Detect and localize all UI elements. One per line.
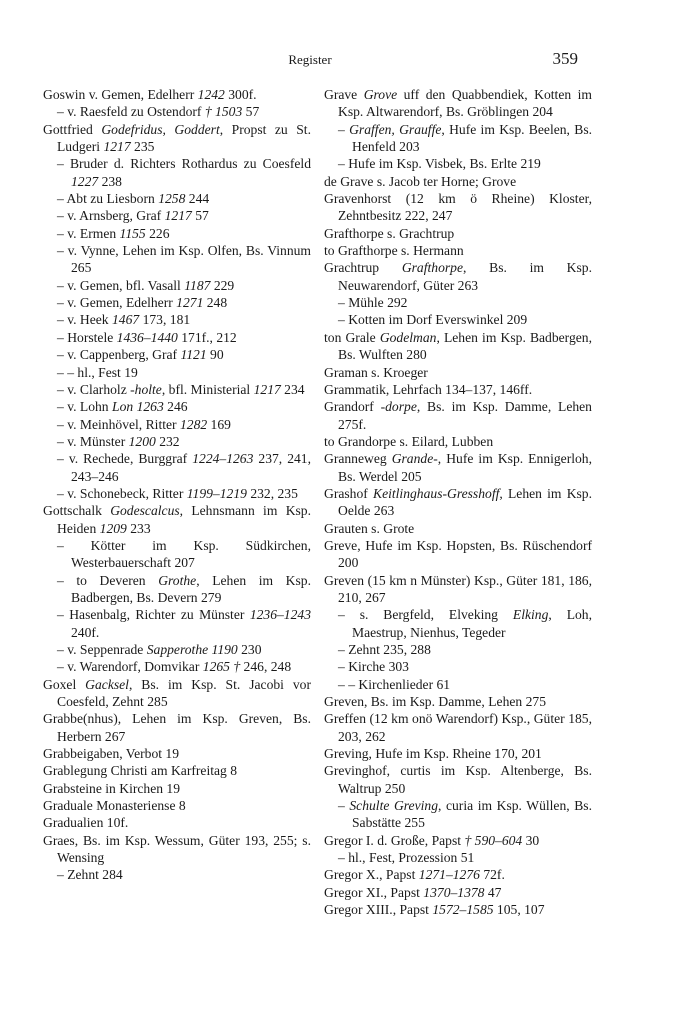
- index-entry: [43, 103, 311, 120]
- entry-text: , Propst zu St. Ludgeri: [57, 121, 311, 155]
- entry-text-italic: † 590–604: [464, 832, 523, 848]
- entry-text: v. Lohn: [67, 399, 113, 415]
- entry-text: , Hufe im Ksp. Beelen, Bs. Henfeld 203: [352, 121, 593, 155]
- entry-text: Goswin v. Gemen, Edelherr: [43, 87, 198, 102]
- entry-dash: – –: [57, 364, 78, 380]
- index-entry: [324, 745, 592, 762]
- index-entry: [324, 225, 592, 242]
- entry-dash: –: [57, 433, 68, 449]
- index-entry: [324, 901, 592, 918]
- entry-text: 230: [237, 642, 262, 657]
- entry-text: Grachtrup: [324, 260, 402, 276]
- entry-text: Grave: [324, 87, 364, 102]
- entry-text: v. Raesfeld zu Ostendorf: [67, 104, 205, 120]
- entry-text: 235: [130, 139, 155, 155]
- entry-text: v. Arnsberg, Graf: [67, 208, 165, 224]
- entry-text-italic: Godelman: [379, 329, 437, 345]
- entry-text: v. Rechede, Burggraf: [68, 451, 193, 467]
- index-entry: [43, 364, 311, 381]
- entry-text: Kötter im Ksp. Südkirchen, Westerbauerschaft 207: [71, 537, 311, 571]
- entry-text: v. Clarholz: [67, 381, 131, 397]
- entry-text-italic: -dorpe: [380, 399, 417, 415]
- entry-text: 30: [522, 832, 540, 848]
- entry-text: 169: [207, 416, 231, 432]
- entry-text: Graes, Bs. im Ksp. Wessum, Güter 193, 255; s. Wensing: [43, 832, 311, 866]
- index-entry: [43, 346, 311, 363]
- entry-text: Abt zu Liesborn: [66, 191, 159, 207]
- entry-dash: –: [57, 451, 69, 467]
- entry-text: to Grafthorpe s. Hermann: [324, 243, 464, 259]
- entry-text: Gregor I. d. Große, Papst: [324, 832, 465, 848]
- index-entry: [43, 658, 311, 675]
- entry-text: 47: [484, 884, 502, 900]
- entry-text-italic: 1227: [71, 173, 99, 189]
- entry-text: Gravenhorst (12 km ö Rheine) Kloster, Zehntbesitz 222, 247: [324, 191, 592, 224]
- entry-text: 57: [191, 208, 209, 224]
- index-entry: [324, 762, 592, 797]
- entry-dash: –: [57, 277, 68, 293]
- entry-dash: – –: [338, 676, 359, 692]
- entry-text: Kirchenlieder 61: [358, 676, 451, 692]
- entry-dash: –: [57, 572, 77, 588]
- index-entry: [43, 572, 311, 607]
- entry-text: de Grave s. Jacob ter Horne; Grove: [324, 173, 517, 189]
- entry-dash: –: [57, 381, 68, 397]
- entry-text: Greven (15 km n Münster) Ksp., Güter 181, 186, 210, 267: [324, 572, 592, 605]
- entry-dash: –: [57, 347, 68, 363]
- entry-text: Grablegung Christi am Karfreitag 8: [43, 763, 238, 779]
- entry-text: , Bs. im Ksp. Damme, Lehen 275f.: [338, 399, 592, 432]
- entry-dash: –: [57, 295, 68, 311]
- entry-text: 232: [155, 433, 180, 449]
- entry-dash: –: [57, 191, 67, 207]
- index-entry: [324, 173, 592, 190]
- entry-text: to Deveren: [76, 572, 159, 588]
- index-entry: [43, 311, 311, 328]
- index-column-left: [43, 86, 311, 884]
- index-entry: [43, 485, 311, 502]
- entry-text-italic: Godescalcus: [110, 503, 180, 519]
- entry-text: hl., Fest, Prozession 51: [348, 850, 475, 866]
- entry-text: Gregor XIII., Papst: [324, 902, 433, 918]
- entry-text: , Lehnsmann im Ksp. Heiden: [57, 503, 311, 536]
- entry-text: Kotten im Dorf Everswinkel 209: [348, 312, 528, 328]
- entry-text: 248: [203, 295, 228, 311]
- entry-dash: –: [338, 312, 349, 328]
- entry-text: Kirche 303: [348, 659, 409, 675]
- index-entry: [324, 86, 592, 121]
- entry-text: Zehnt 235, 288: [348, 642, 431, 657]
- entry-dash: –: [57, 537, 91, 553]
- entry-text-italic: 1217: [103, 139, 131, 155]
- entry-text: Granneweg: [324, 451, 392, 467]
- entry-text: , bfl. Ministerial: [161, 381, 254, 397]
- entry-text: 105, 107: [493, 902, 545, 918]
- entry-text: v. Schonebeck, Ritter: [67, 485, 187, 501]
- entry-text: Graduale Monasteriense 8: [43, 798, 186, 814]
- entry-dash: –: [57, 243, 68, 259]
- entry-text: Grabsteine in Kirchen 19: [43, 780, 181, 796]
- index-entry: [43, 121, 311, 156]
- index-entry: [43, 86, 311, 103]
- index-entry: [324, 450, 592, 485]
- entry-text: Goxel: [43, 676, 86, 692]
- entry-dash: –: [338, 607, 360, 623]
- index-entry: [43, 641, 311, 658]
- index-entry: [324, 242, 592, 259]
- entry-text-italic: 1370–1378: [423, 884, 485, 900]
- index-entry: [43, 225, 311, 242]
- entry-text: v. Ermen: [67, 225, 120, 241]
- index-column-right: [324, 86, 592, 919]
- index-entry: [324, 693, 592, 710]
- entry-text: 234: [280, 381, 305, 397]
- index-entry: [43, 745, 311, 762]
- index-entry: [324, 606, 592, 641]
- entry-text: Hufe im Ksp. Visbek, Bs. Erlte 219: [348, 156, 541, 172]
- index-entry: [324, 849, 592, 866]
- running-head: [0, 50, 700, 70]
- entry-dash: –: [57, 104, 68, 120]
- entry-text: 233: [126, 520, 151, 536]
- entry-text: 300f.: [224, 87, 257, 102]
- index-entry: [324, 155, 592, 172]
- entry-dash: –: [57, 607, 70, 623]
- index-entry: [43, 502, 311, 537]
- entry-text-italic: 1121: [180, 347, 207, 363]
- entry-text: Greffen (12 km onö Warendorf) Ksp., Güter 185, 203, 262: [324, 711, 592, 744]
- entry-dash: –: [57, 208, 68, 224]
- entry-text: 244: [185, 191, 210, 207]
- entry-text: Hasenbalg, Richter zu Münster: [69, 607, 250, 623]
- entry-dash: –: [57, 329, 68, 345]
- entry-text-italic: 1258: [158, 191, 186, 207]
- entry-text: 173, 181: [139, 312, 191, 328]
- entry-text: Gottschalk: [43, 503, 111, 519]
- entry-text-italic: 1242: [197, 87, 225, 102]
- entry-text: v. Gemen, bfl. Vasall: [67, 277, 185, 293]
- entry-text-italic: 1199–1219: [186, 485, 247, 501]
- entry-text: Grauten s. Grote: [324, 520, 415, 536]
- entry-dash: –: [57, 312, 68, 328]
- entry-text: Gregor XI., Papst: [324, 884, 424, 900]
- entry-text: Grabbe(nhus), Lehen im Ksp. Greven, Bs. Herbern 267: [43, 711, 311, 744]
- entry-dash: –: [338, 156, 349, 172]
- entry-text: Gradualien 10f.: [43, 815, 129, 831]
- entry-text: 229: [210, 277, 235, 293]
- entry-text-italic: 1467: [112, 312, 140, 328]
- entry-dash: –: [338, 642, 349, 657]
- entry-text-italic: Graffen, Grauffe: [349, 121, 442, 137]
- entry-text-italic: 1200: [128, 433, 156, 449]
- entry-text: , curia im Ksp. Wüllen, Bs. Sabstätte 255: [352, 798, 592, 831]
- entry-text: s. Bergfeld, Elveking: [359, 607, 513, 623]
- index-entry: [43, 155, 311, 190]
- index-entry: [324, 121, 592, 156]
- index-entry: [43, 329, 311, 346]
- index-entry: [324, 329, 592, 364]
- entry-text-italic: 1436–1440: [116, 329, 178, 345]
- index-entry: [43, 450, 311, 485]
- entry-dash: –: [57, 485, 68, 501]
- index-entry: [324, 710, 592, 745]
- entry-text-italic: 1271: [176, 295, 204, 311]
- index-entry: [43, 832, 311, 867]
- index-entry: [324, 381, 592, 398]
- index-entry: [324, 537, 592, 572]
- index-entry: [324, 884, 592, 901]
- entry-text-italic: 1224–1263: [192, 451, 254, 467]
- entry-text: , Lehen im Ksp. Oelde 263: [338, 485, 593, 519]
- entry-text: Grashof: [324, 485, 373, 501]
- entry-text: v. Vynne, Lehen im Ksp. Olfen, Bs. Vinnum 265: [67, 243, 311, 276]
- entry-text: 57: [242, 104, 260, 120]
- entry-text-italic: Lon 1263: [112, 399, 164, 415]
- entry-text: uff den Quabbendiek, Kotten im Ksp. Altwarendorf, Bs. Gröblingen 204: [338, 87, 592, 120]
- entry-dash: –: [57, 225, 68, 241]
- entry-text-italic: 1217: [164, 208, 192, 224]
- index-entry: [324, 259, 592, 294]
- index-entry: [43, 398, 311, 415]
- index-entry: [43, 676, 311, 711]
- index-entry: [324, 572, 592, 607]
- index-entry: [43, 242, 311, 277]
- entry-text: Mühle 292: [348, 295, 408, 311]
- entry-dash: –: [57, 659, 68, 675]
- entry-text: 90: [206, 347, 224, 363]
- index-entry: [43, 710, 311, 745]
- entry-text: Greve, Hufe im Ksp. Hopsten, Bs. Rüschendorf 200: [324, 537, 592, 571]
- index-entry: [324, 832, 592, 849]
- index-entry: [43, 416, 311, 433]
- entry-text: v. Cappenberg, Graf: [67, 347, 181, 363]
- entry-text: v. Gemen, Edelherr: [67, 295, 177, 311]
- entry-text: v. Seppenrade: [67, 642, 147, 657]
- entry-text: Gregor X., Papst: [324, 867, 419, 883]
- entry-text: 246: [163, 399, 188, 415]
- entry-text-italic: 1282: [179, 416, 208, 432]
- entry-dash: –: [338, 659, 349, 675]
- entry-text: Greven, Bs. im Ksp. Damme, Lehen 275: [324, 694, 546, 710]
- entry-text-italic: 1209: [99, 520, 127, 536]
- entry-text-italic: 1155: [119, 225, 146, 241]
- entry-text-italic: 1271–1276: [418, 867, 480, 883]
- index-entry: [43, 797, 311, 814]
- entry-text-italic: Grove: [363, 87, 398, 102]
- entry-dash: –: [338, 798, 350, 814]
- entry-text-italic: Sapperothe 1190: [146, 642, 238, 657]
- entry-text: Gottfried: [43, 121, 102, 137]
- index-entry: [43, 762, 311, 779]
- index-entry: [43, 207, 311, 224]
- index-entry: [324, 311, 592, 328]
- entry-text: Grevinghof, curtis im Ksp. Altenberge, Bs. Waltrup 250: [324, 763, 592, 796]
- entry-text: Horstele: [67, 329, 117, 345]
- entry-text-italic: † 1503: [204, 104, 243, 120]
- index-entry: [324, 433, 592, 450]
- entry-text-italic: Godefridus, Goddert: [101, 121, 220, 137]
- page-number: 359: [552, 49, 578, 68]
- entry-text-italic: -holte: [130, 381, 162, 397]
- entry-text: 171f., 212: [177, 329, 237, 345]
- entry-dash: –: [338, 121, 350, 137]
- index-entry: [43, 294, 311, 311]
- entry-text: Graman s. Kroeger: [324, 364, 428, 380]
- entry-text: , Bs. im Ksp. St. Jacobi vor Coesfeld, Zehnt 285: [57, 676, 312, 710]
- entry-dash: –: [57, 399, 68, 415]
- index-entry: [43, 537, 311, 572]
- entry-text: v. Warendorf, Domvikar: [67, 659, 203, 675]
- entry-dash: –: [57, 867, 68, 883]
- entry-text: 246, 248: [240, 659, 292, 675]
- entry-text: to Grandorpe s. Eilard, Lubben: [324, 433, 494, 449]
- entry-text: v. Meinhövel, Ritter: [67, 416, 180, 432]
- index-entry: [324, 641, 592, 658]
- entry-text: 226: [145, 225, 170, 241]
- entry-text: Bruder d. Richters Rothardus zu Coesfeld: [69, 156, 311, 172]
- entry-text: v. Heek: [67, 312, 112, 328]
- index-entry: [324, 866, 592, 883]
- entry-text: 240f.: [71, 624, 100, 640]
- entry-text-italic: Keitlinghaus-Gresshoff: [373, 485, 500, 501]
- entry-text-italic: Grafthorpe: [401, 260, 463, 276]
- entry-text: Greving, Hufe im Ksp. Rheine 170, 201: [324, 746, 542, 762]
- entry-text: 237, 241, 243–246: [71, 451, 312, 484]
- entry-text-italic: Gacksel: [85, 676, 129, 692]
- entry-text: Grafthorpe s. Grachtrup: [324, 225, 455, 241]
- entry-dash: –: [57, 642, 68, 657]
- entry-text: , Bs. im Ksp. Neuwarendorf, Güter 263: [338, 260, 592, 293]
- entry-dash: –: [338, 295, 349, 311]
- index-entry: [324, 520, 592, 537]
- entry-text: Zehnt 284: [67, 867, 123, 883]
- entry-text: , Lehen im Ksp. Badbergen, Bs. Devern 279: [71, 572, 311, 605]
- entry-text-italic: Elking: [512, 607, 549, 623]
- running-head-title: Register: [288, 52, 332, 67]
- entry-dash: –: [57, 416, 68, 432]
- entry-text: , Hufe im Ksp. Ennigerloh, Bs. Werdel 205: [338, 451, 592, 484]
- index-entry: [324, 190, 592, 225]
- entry-text: 238: [98, 173, 122, 189]
- index-entry: [43, 814, 311, 831]
- entry-text: v. Münster: [67, 433, 129, 449]
- entry-text: ton Grale: [324, 329, 380, 345]
- index-entry: [43, 277, 311, 294]
- index-entry: [43, 866, 311, 883]
- entry-text-italic: 1217: [253, 381, 281, 397]
- entry-text: Grandorf: [324, 399, 381, 415]
- entry-text-italic: Grothe: [158, 572, 197, 588]
- index-entry: [324, 485, 592, 520]
- entry-text: , Lehen im Ksp. Badbergen, Bs. Wulften 280: [338, 329, 592, 363]
- index-entry: [43, 606, 311, 641]
- index-entry: [324, 398, 592, 433]
- entry-text-italic: 1265 †: [202, 659, 241, 675]
- entry-text: Grammatik, Lehrfach 134–137, 146ff.: [324, 381, 533, 397]
- index-entry: [324, 364, 592, 381]
- index-entry: [43, 190, 311, 207]
- index-entry: [324, 658, 592, 675]
- entry-text-italic: Schulte Greving: [349, 798, 438, 814]
- entry-text-italic: Grande-: [391, 451, 438, 467]
- index-entry: [43, 780, 311, 797]
- entry-text-italic: 1236–1243: [249, 607, 311, 623]
- entry-dash: –: [57, 156, 70, 172]
- entry-text: 72f.: [479, 867, 505, 883]
- entry-text: , Loh, Maestrup, Nienhus, Tegeder: [352, 607, 592, 640]
- index-entry: [324, 676, 592, 693]
- index-entry: [43, 433, 311, 450]
- entry-text: hl., Fest 19: [77, 364, 138, 380]
- entry-dash: –: [338, 850, 349, 866]
- index-entry: [43, 381, 311, 398]
- entry-text: 232, 235: [246, 485, 298, 501]
- entry-text-italic: 1187: [184, 277, 211, 293]
- index-entry: [324, 797, 592, 832]
- index-entry: [324, 294, 592, 311]
- entry-text: Grabbeigaben, Verbot 19: [43, 746, 180, 762]
- entry-text-italic: 1572–1585: [432, 902, 494, 918]
